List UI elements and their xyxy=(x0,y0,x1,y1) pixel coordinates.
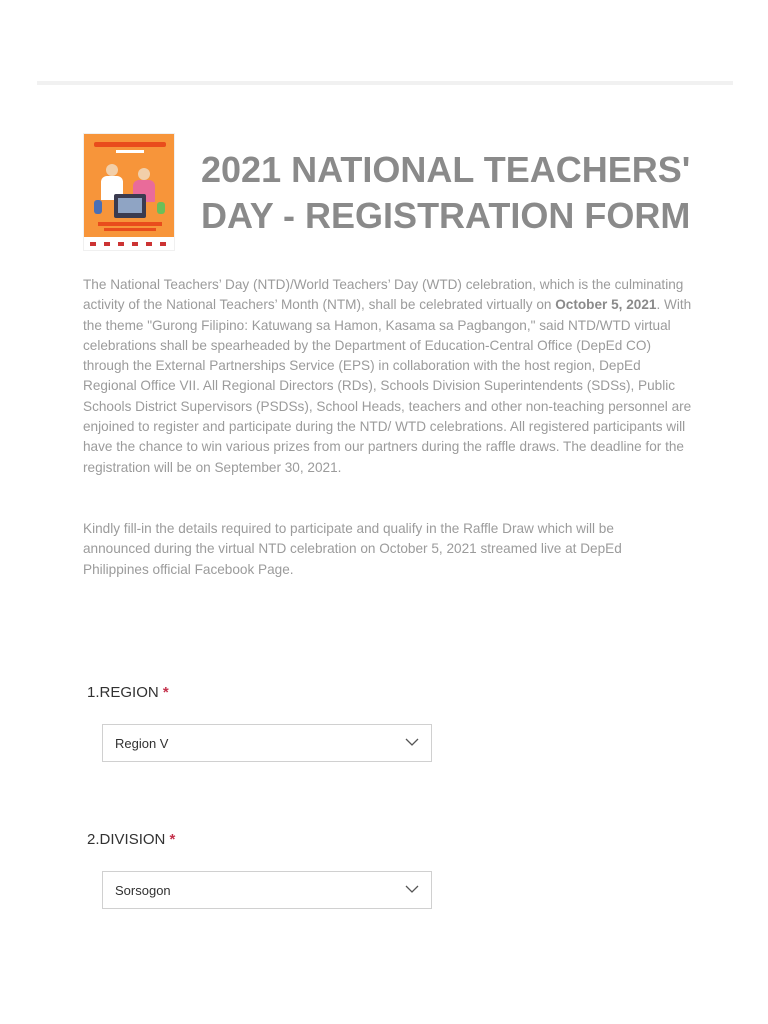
region-selected-value: Region V xyxy=(115,736,169,751)
banner-slogan-shape-2 xyxy=(104,228,156,231)
chevron-down-icon xyxy=(405,884,419,894)
header-divider xyxy=(37,81,733,85)
question-number: 2. xyxy=(87,831,100,848)
banner-partner-logos xyxy=(90,242,170,246)
question-label: REGION xyxy=(99,684,159,701)
question-label: DIVISION xyxy=(99,831,166,848)
description-part-2: . With the theme "Gurong Filipino: Katuwang sa Hamon, Kasama sa Pagbangon," said NTD/WTD virtual celebrations shall be spearheaded by the Department of Education-Central Office (DepEd CO) through the External Partnerships Service (EPS) in collaboration with the host region, DepEd Regional Office VII. All Regional Directors (RDs), Schools Division Superintendents (SDSs), Public Schools District Supervisors (PSDSs), School Heads, teachers and other non-teaching personnel are enjoined to register and participate during the NTD/ WTD celebrations. All registered participants will have the chance to win various prizes from our partners during the raffle draws. The deadline for the registration will be on September 30, 2021. xyxy=(83,297,692,475)
form-title xyxy=(201,147,701,239)
banner-subtitle-shape xyxy=(116,150,144,153)
required-mark: * xyxy=(169,831,176,848)
banner-child-figure xyxy=(94,200,102,214)
required-mark: * xyxy=(162,684,169,701)
banner-child-figure-2 xyxy=(157,202,165,214)
banner-teacher-head-2 xyxy=(138,168,150,180)
form-description xyxy=(83,275,693,478)
form-title-line-1: 2021 NATIONAL TEACHERS' xyxy=(201,149,691,190)
chevron-down-icon xyxy=(405,737,419,747)
division-selected-value: Sorsogon xyxy=(115,883,171,898)
question-division xyxy=(87,831,175,848)
event-banner-image xyxy=(83,133,175,251)
region-dropdown[interactable] xyxy=(102,724,432,762)
form-description-paragraph-2: Kindly fill-in the details required to participate and qualify in the Raffle Draw which will be announced during the virtual NTD celebration on October 5, 2021 streamed live at DepEd Philippines official Facebook Page. xyxy=(83,521,622,577)
question-number: 1. xyxy=(87,684,100,701)
banner-slogan-shape xyxy=(98,222,162,226)
description-part-1: The National Teachers’ Day (NTD)/World Teachers’ Day (WTD) celebration, which is the culminating activity of the National Teachers’ Month (NTM), shall be celebrated virtually on xyxy=(83,277,684,313)
banner-teacher-head xyxy=(106,164,118,176)
banner-laptop-screen xyxy=(118,198,142,213)
banner-title-shape xyxy=(94,142,166,147)
question-region xyxy=(87,684,169,701)
description-date: October 5, 2021 xyxy=(555,297,657,313)
division-dropdown[interactable] xyxy=(102,871,432,909)
form-title-line-2: DAY - REGISTRATION FORM xyxy=(201,195,691,236)
